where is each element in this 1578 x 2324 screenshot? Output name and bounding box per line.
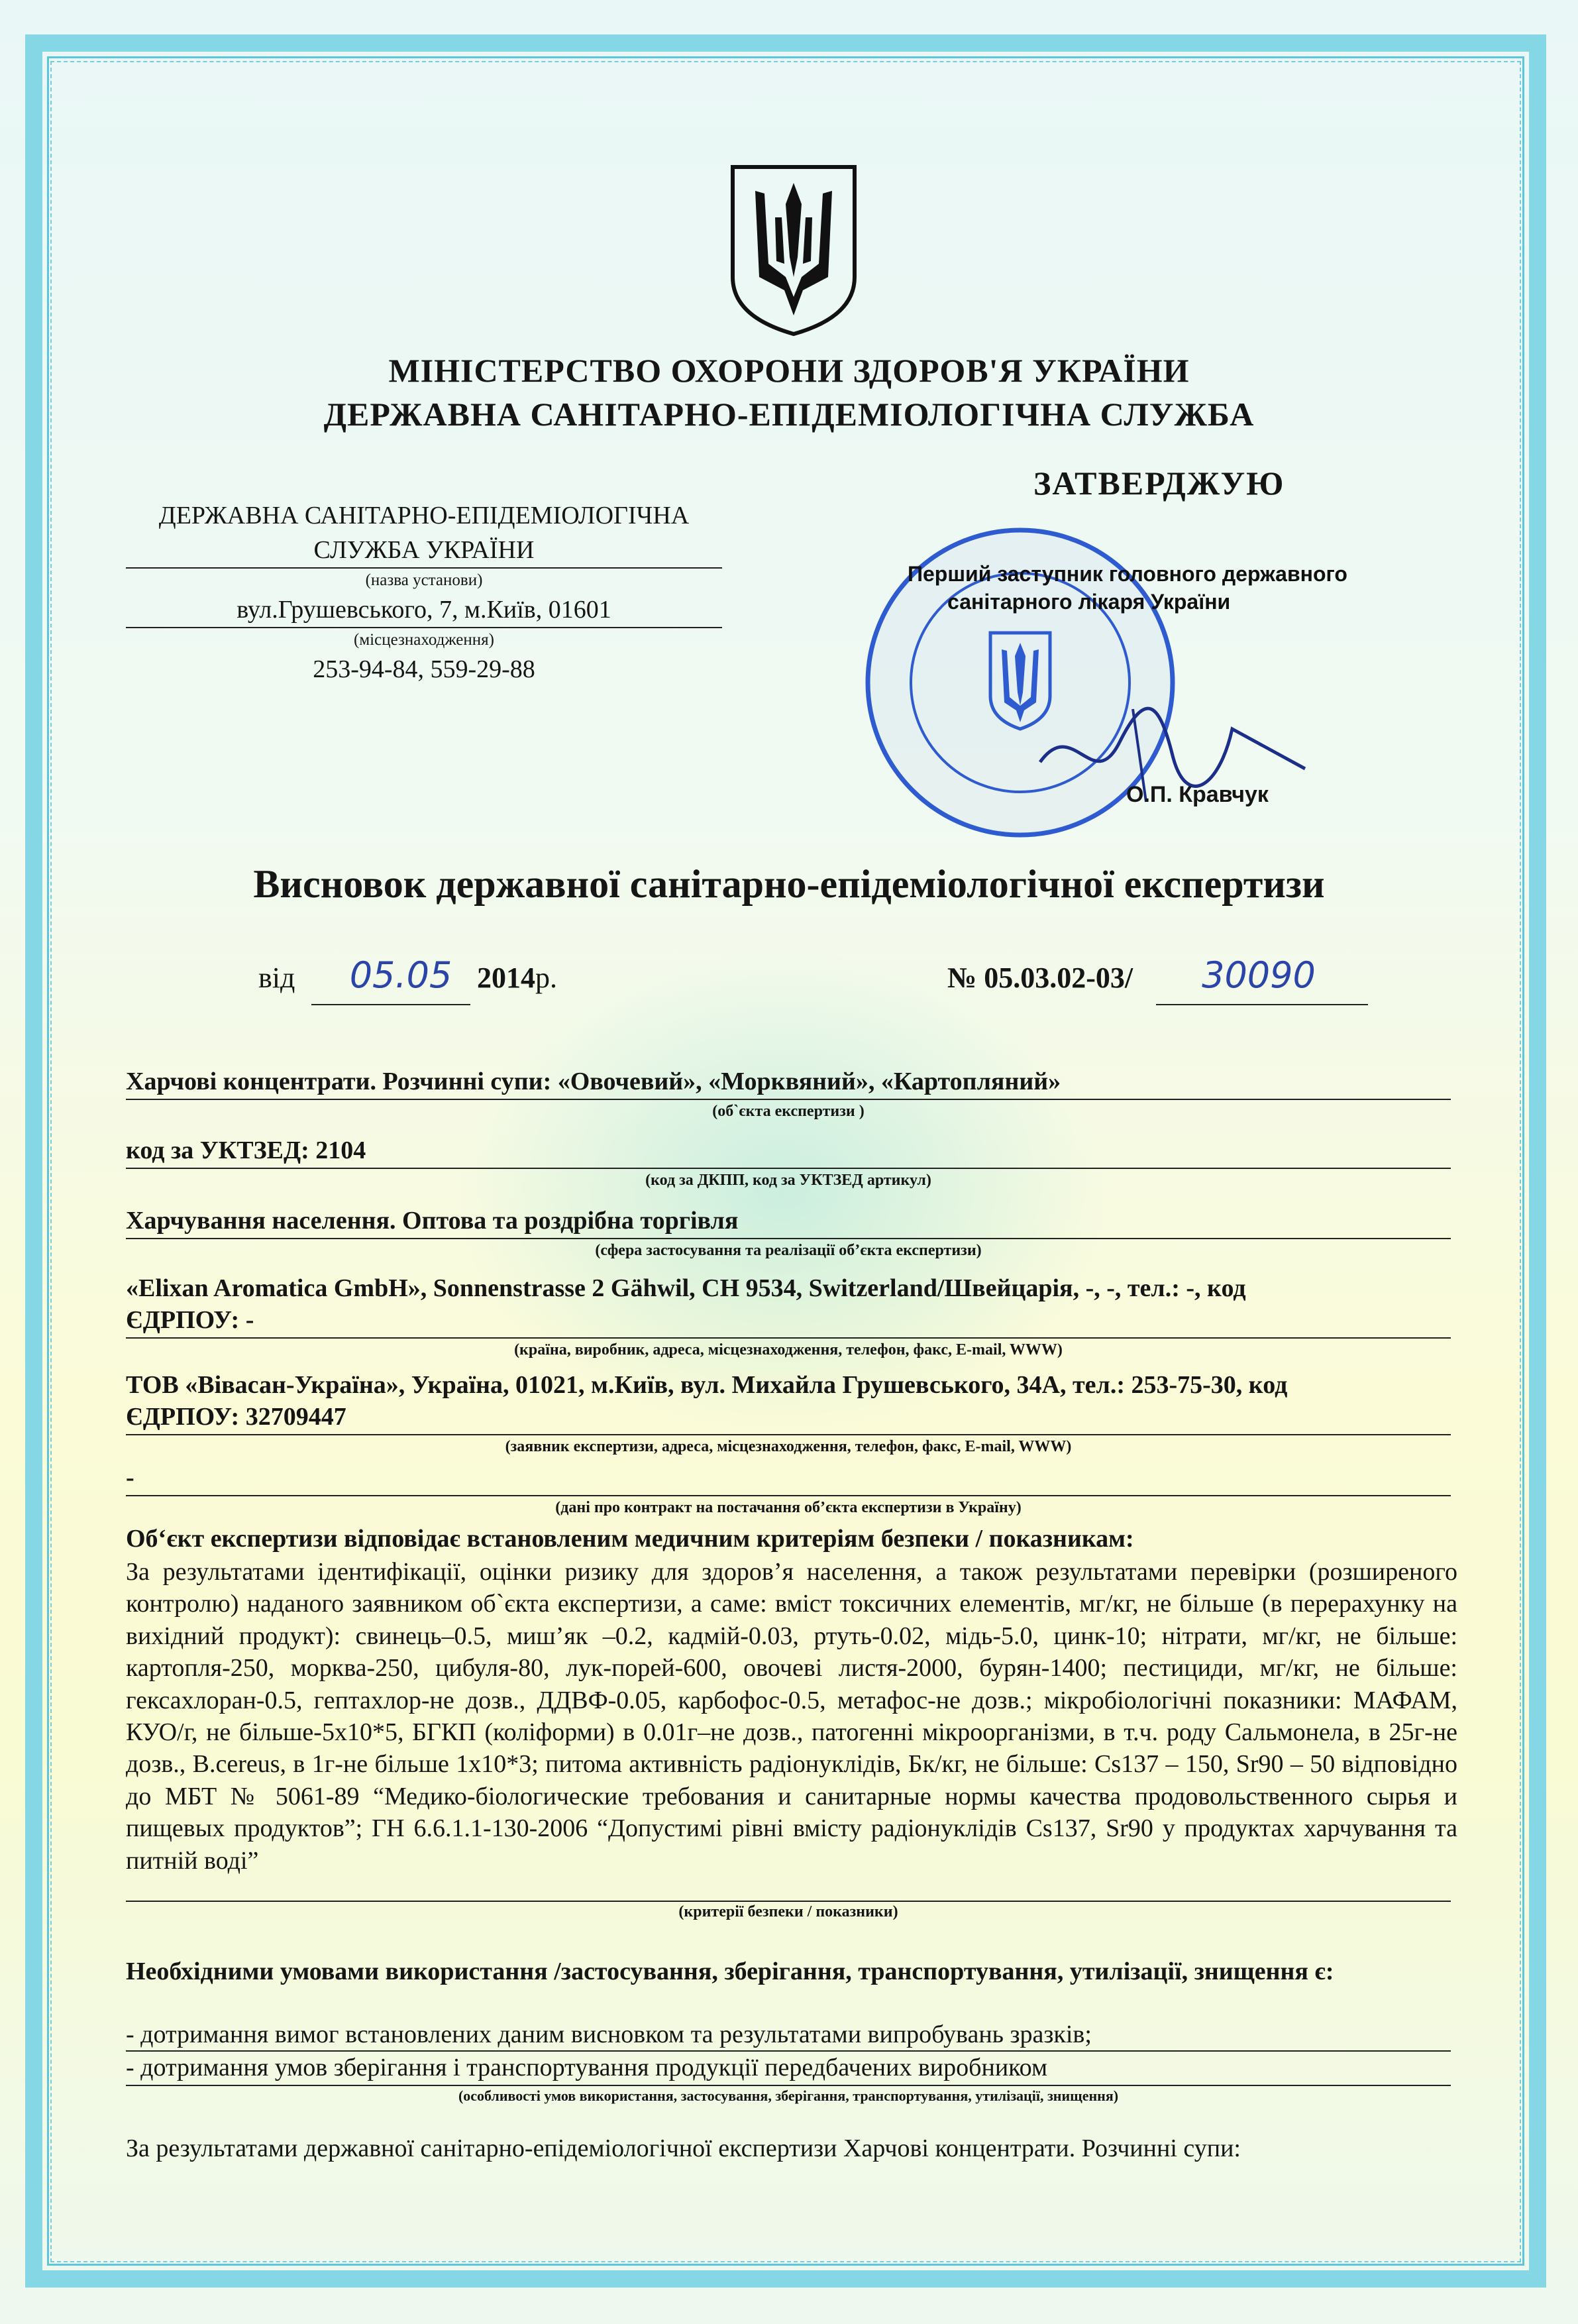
date-from-label: від — [258, 962, 295, 994]
institution-address: вул.Грушевського, 7, м.Київ, 01601 — [126, 592, 722, 628]
code-field — [126, 1134, 1451, 1191]
date-underline — [311, 1004, 470, 1005]
institution-phones: 253-94-84, 559-29-88 — [313, 655, 535, 683]
date-value: 05.05 — [349, 954, 452, 996]
applicant-caption: (заявник експертизи, адреса, місцезнаходження, телефон, факс, E-mail, WWW) — [505, 1438, 1072, 1455]
manufacturer-field — [126, 1272, 1451, 1361]
institution-name-line2: СЛУЖБА УКРАЇНИ — [126, 533, 722, 569]
manufacturer-line2: ЄДРПОУ: - — [126, 1306, 254, 1334]
criteria-text: За результатами ідентифікації, оцінки ризику для здоров’я населення, а також результатами перевірки (розширеного контролю) наданого заявником об`єкта експертизи, а саме: вміст токсичних елементів, мг/кг, не більше (в перерахунку на вихідний продукт): свинець–0.5, миш’як –0.2, кадмій-0.03, ртуть-0.02, мідь-5.0, цинк-10; нітрати, мг/кг, не більше: картопля-250, морква-250, цибуля-80, лук-порей-600, овочеві листя-2000, бурян-1400; пестициди, мг/кг, не більше: гексахлоран-0.5, гептахлор-не дозв., ДДВФ-0.05, карбофос-0.5, метафос-не дозв.; мікробіологічні показники: МАФАМ, КУО/г, не більше-5х10*5, БГКП (коліформи) в 0.01г–не дозв., патогенні мікроорганізми, в т.ч. роду Сальмонела, в 25г-не дозв., B.cereus, в 1г-не більше 1х10*3; питома активність радіонуклідів, Бк/кг, не більше: Cs137 – 150, Sr90 – 50 відповідно до МБТ № 5061-89 “Медико-біологические требования и санитарные нормы качества продовольственного сырья и пищевых продуктов”; ГН 6.6.1.1-130-2006 “Допустимі рівні вмісту радіонуклідів Cs137, Sr90 у продуктах харчування та питній воді” — [126, 1558, 1457, 1875]
approval-label: ЗАТВЕРДЖУЮ — [1033, 465, 1285, 502]
ministry-heading: МІНІСТЕРСТВО ОХОРОНИ ЗДОРОВ'Я УКРАЇНИ — [388, 352, 1190, 389]
scope-text: Харчування населення. Оптова та роздрібна торгівля — [126, 1207, 739, 1235]
condition-item-2: - дотримання умов зберігання і транспортування продукції передбачених виробником — [126, 2054, 1048, 2081]
final-statement: За результатами державної санітарно-епідеміологічної експертизи Харчові концентрати. Розчинні супи: — [126, 2134, 1241, 2162]
object-field — [126, 1066, 1451, 1123]
object-text: Харчові концентрати. Розчинні супи: «Овочевий», «Морквяний», «Картопляний» — [126, 1068, 1061, 1095]
institution-block — [126, 498, 722, 687]
scope-caption: (сфера застосування та реалізації об’єкта експертизи) — [595, 1242, 982, 1259]
contract-text: - — [126, 1464, 134, 1492]
approver-position-line1: Перший заступник головного державного — [908, 562, 1347, 586]
contract-caption: (дані про контракт на постачання об’єкта експертизи в Україну) — [555, 1499, 1022, 1516]
code-text: код за УКТЗЕД: 2104 — [126, 1136, 366, 1164]
applicant-line2: ЄДРПОУ: 32709447 — [126, 1403, 346, 1431]
institution-name-line1: ДЕРЖАВНА САНІТАРНО-ЕПІДЕМІОЛОГІЧНА — [158, 502, 690, 529]
criteria-title: Об‘єкт експертизи відповідає встановленим медичним критеріям безпеки / показникам: — [126, 1525, 1134, 1553]
number-label: № 05.03.02-03/ — [947, 962, 1133, 994]
applicant-line1: ТОВ «Вівасан-Україна», Україна, 01021, м.Київ, вул. Михайла Грушевського, 34А, тел.: 253-75-30, код — [126, 1371, 1288, 1399]
approver-position-line2: санітарного лікаря України — [947, 590, 1231, 614]
document-title: Висновок державної санітарно-епідеміологічної експертизи — [253, 862, 1325, 906]
criteria-caption: (критерії безпеки / показники) — [678, 1903, 898, 1920]
approver-position — [908, 560, 1347, 616]
approver-name: О.П. Кравчук — [1126, 782, 1269, 807]
condition-rule-2 — [126, 2085, 1451, 2086]
conditions-title: Необхідними умовами використання /застосування, зберігання, транспортування, утилізації, знищення є: — [126, 1958, 1334, 1985]
institution-name-caption: (назва установи) — [365, 571, 483, 589]
condition-item-1: - дотримання вимог встановлених даним висновком та результатами випробувань зразків; — [126, 2020, 1092, 2048]
code-caption: (код за ДКПП, код за УКТЗЕД артикул) — [645, 1172, 931, 1189]
number-value: 30090 — [1202, 954, 1316, 996]
trident-emblem-icon — [729, 164, 859, 337]
criteria-rule — [126, 1901, 1451, 1902]
manufacturer-caption: (країна, виробник, адреса, місцезнаходження, телефон, факс, E-mail, WWW) — [514, 1341, 1063, 1358]
contract-field — [126, 1462, 1451, 1519]
date-year — [477, 961, 557, 995]
number-underline — [1156, 1004, 1368, 1005]
applicant-field — [126, 1369, 1451, 1458]
scope-field — [126, 1205, 1451, 1262]
year-suffix: р. — [535, 962, 557, 994]
conditions-caption: (особливості умов використання, застосування, зберігання, транспортування, утилізації, знищення) — [458, 2087, 1119, 2104]
service-heading: ДЕРЖАВНА САНІТАРНО-ЕПІДЕМІОЛОГІЧНА СЛУЖБА — [323, 396, 1255, 433]
object-caption: (об`єкта експертизи ) — [712, 1103, 865, 1120]
institution-address-caption: (місцезнаходження) — [354, 631, 494, 649]
year-value: 2014 — [477, 962, 535, 994]
manufacturer-line1: «Elixan Aromatica GmbH», Sonnenstrasse 2 Gähwil, CH 9534, Switzerland/Швейцарія, -, -, тел.: -, код — [126, 1274, 1246, 1302]
